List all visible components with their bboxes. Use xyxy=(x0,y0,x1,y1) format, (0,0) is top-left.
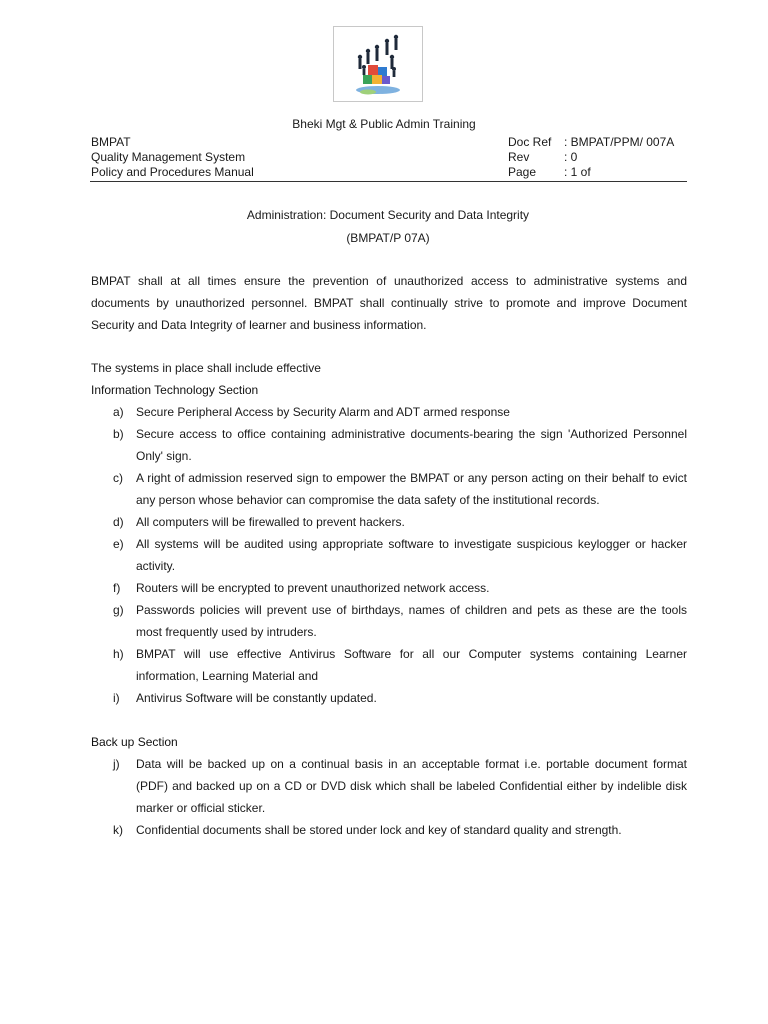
list-item-marker: i) xyxy=(113,691,120,705)
list-item-text: Passwords policies will prevent use of birthdays, names of children and pets as these are the tools most frequently used by intruders. xyxy=(136,603,687,639)
list-item-marker: h) xyxy=(113,647,124,661)
list-item-marker: k) xyxy=(113,823,123,837)
list-item-text: Data will be backed up on a continual basis in an acceptable format i.e. portable document format (PDF) and backed up on a CD or DVD disk which shall be labeled Confidential either by indelible disk marker or official sticker. xyxy=(136,757,687,815)
list-item-text: A right of admission reserved sign to empower the BMPAT or any person acting on their behalf to evict any person whose behavior can compromise the data safety of the institutional records. xyxy=(136,471,687,507)
document-code: (BMPAT/P 07A) xyxy=(346,231,430,245)
list-item-text: Secure Peripheral Access by Security Alarm and ADT armed response xyxy=(136,405,510,419)
list-item xyxy=(91,753,687,819)
list-item xyxy=(91,577,687,599)
organization-name: Bheki Mgt & Public Admin Training xyxy=(292,117,476,131)
page-value: : 1 of xyxy=(564,165,591,179)
list-item xyxy=(91,467,687,511)
intro-paragraph: BMPAT shall at all times ensure the prevention of unauthorized access to administrative systems and documents by unauthorized personnel. BMPAT shall continually strive to promote and improve Document Security and Data Integrity of learner and business information. xyxy=(91,274,687,332)
list-item-text: Routers will be encrypted to prevent unauthorized network access. xyxy=(136,581,490,595)
it-section-list xyxy=(91,401,687,709)
list-item-marker: f) xyxy=(113,581,121,595)
header-divider xyxy=(90,181,687,182)
list-item xyxy=(91,423,687,467)
document-body xyxy=(91,270,687,841)
list-item xyxy=(91,687,687,709)
list-item xyxy=(91,511,687,533)
backup-section-heading: Back up Section xyxy=(91,735,178,749)
list-item-text: All computers will be firewalled to prevent hackers. xyxy=(136,515,405,529)
header-row xyxy=(91,135,687,150)
list-item-marker: g) xyxy=(113,603,124,617)
list-item xyxy=(91,401,687,423)
list-item xyxy=(91,643,687,687)
list-item-marker: a) xyxy=(113,405,124,419)
rev-label: Rev xyxy=(508,150,530,164)
list-item xyxy=(91,819,687,841)
list-item-marker: b) xyxy=(113,427,124,441)
list-item xyxy=(91,599,687,643)
list-item-text: BMPAT will use effective Antivirus Software for all our Computer systems containing Learner information, Learning Material and xyxy=(136,647,687,683)
header-manual: Policy and Procedures Manual xyxy=(91,165,254,179)
rev-value: : 0 xyxy=(564,150,578,164)
backup-section-list xyxy=(91,753,687,841)
header-row xyxy=(91,150,687,165)
list-item xyxy=(91,533,687,577)
doc-ref-label: Doc Ref xyxy=(508,135,552,149)
list-item-text: Secure access to office containing administrative documents-bearing the sign 'Authorized Personnel Only' sign. xyxy=(136,427,687,463)
document-title: Administration: Document Security and Data Integrity xyxy=(246,208,530,222)
it-section-heading: Information Technology Section xyxy=(91,383,259,397)
header-row xyxy=(91,165,687,180)
list-item-marker: d) xyxy=(113,515,124,529)
page-label: Page xyxy=(508,165,537,179)
company-logo xyxy=(333,26,423,102)
document-header xyxy=(91,135,687,180)
list-item-marker: c) xyxy=(113,471,123,485)
doc-ref-value: : BMPAT/PPM/ 007A xyxy=(564,135,675,149)
list-item-text: Antivirus Software will be constantly updated. xyxy=(136,691,377,705)
list-item-text: Confidential documents shall be stored under lock and key of standard quality and strength. xyxy=(136,823,622,837)
header-org-short: BMPAT xyxy=(91,135,131,149)
header-system: Quality Management System xyxy=(91,150,246,164)
list-item-text: All systems will be audited using appropriate software to investigate suspicious keylogger or hacker activity. xyxy=(136,537,687,573)
list-item-marker: e) xyxy=(113,537,124,551)
systems-intro: The systems in place shall include effective xyxy=(91,361,321,375)
list-item-marker: j) xyxy=(113,757,120,771)
